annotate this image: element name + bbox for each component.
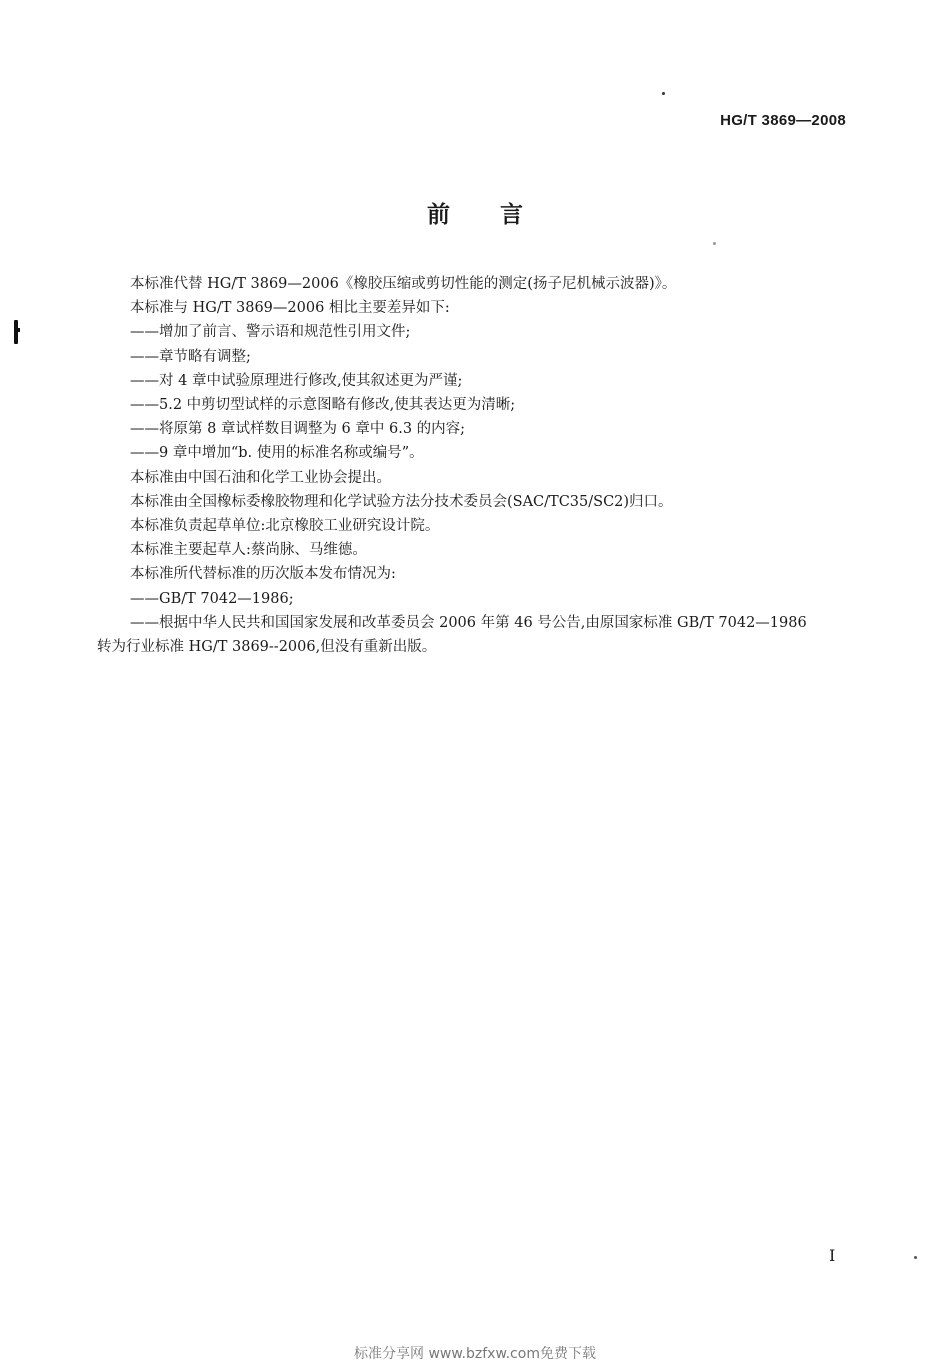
paragraph: 本标准与 HG/T 3869—2006 相比主要差异如下: [130, 300, 450, 317]
watermark-footer: 标准分享网 www.bzfxw.com免费下载 [354, 1346, 596, 1362]
page-number: I [829, 1246, 836, 1265]
standard-code: HG/T 3869—2008 [720, 112, 846, 129]
list-item: ——根据中华人民共和国国家发展和改革委员会 2006 年第 46 号公告,由原国家标准 GB/T 7042—1986 [130, 614, 807, 631]
paragraph: 本标准代替 HG/T 3869—2006《橡胶压缩或剪切性能的测定(扬子尼机械示波器)》。 [130, 276, 677, 292]
paragraph: 本标准主要起草人:蔡尚脉、马维德。 [130, 542, 367, 559]
page-title: 前言 [427, 202, 573, 228]
paragraph: 本标准所代替标准的历次版本发布情况为: [130, 566, 396, 583]
list-item-continuation: 转为行业标准 HG/T 3869--2006,但没有重新出版。 [97, 639, 437, 656]
list-item: ——章节略有调整; [130, 348, 251, 365]
scan-speck [914, 1256, 917, 1259]
list-item: ——9 章中增加“b. 使用的标准名称或编号”。 [130, 445, 424, 462]
list-item: ——增加了前言、警示语和规范性引用文件; [130, 324, 411, 341]
paragraph: 本标准由中国石油和化学工业协会提出。 [130, 469, 391, 486]
paragraph: 本标准负责起草单位:北京橡胶工业研究设计院。 [130, 518, 440, 535]
list-item: ——将原第 8 章试样数目调整为 6 章中 6.3 的内容; [130, 421, 466, 438]
list-item: ——对 4 章中试验原理进行修改,使其叙述更为严谨; [130, 372, 463, 389]
list-item: ——GB/T 7042—1986; [130, 590, 294, 607]
scan-speck [662, 92, 665, 95]
paragraph: 本标准由全国橡标委橡胶物理和化学试验方法分技术委员会(SAC/TC35/SC2)归口。 [130, 493, 673, 510]
foreword-body [97, 272, 857, 659]
list-item: ——5.2 中剪切型试样的示意图略有修改,使其表达更为清晰; [130, 397, 516, 414]
scan-speck [713, 242, 716, 245]
binding-mark [14, 320, 18, 344]
